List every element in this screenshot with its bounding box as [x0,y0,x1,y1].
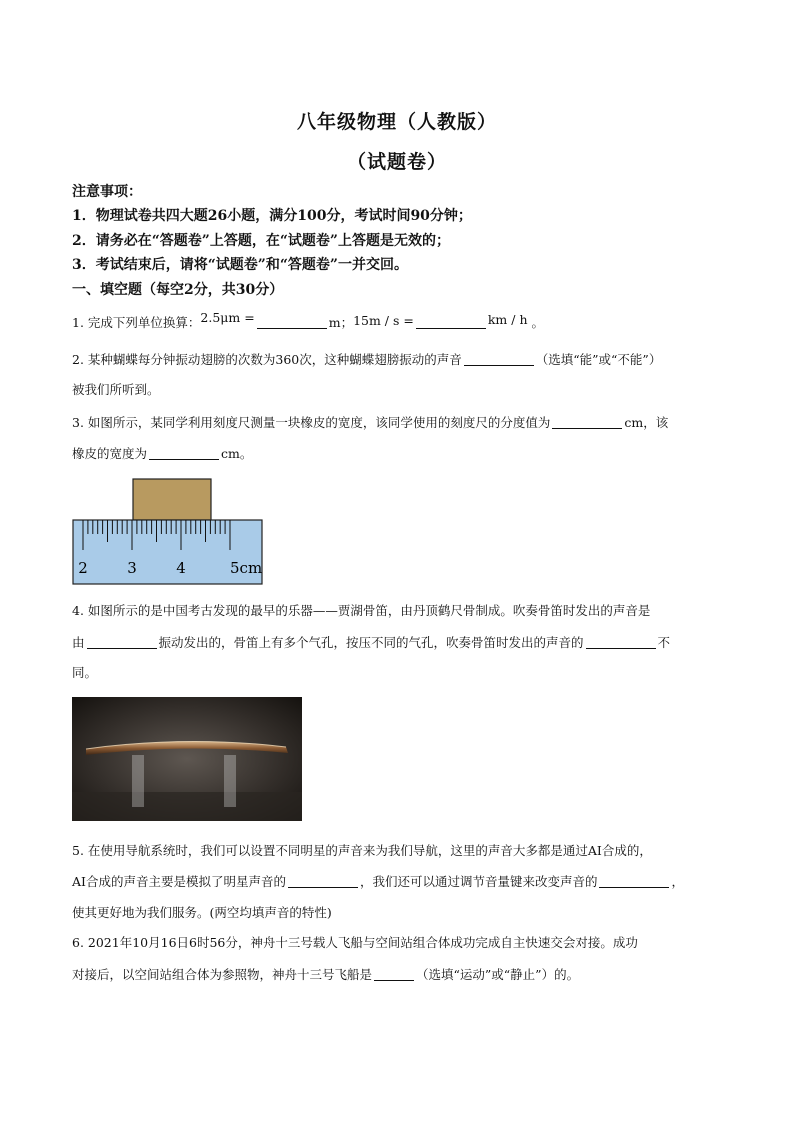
ruler-label-4: 4 [176,559,186,577]
page-subtitle: （试题卷） [346,151,447,173]
section-heading: 一、填空题（每空2分，共30分） [72,282,284,298]
notice-item: 1．物理试卷共四大题26小题，满分100分，考试时间90分钟； [72,208,472,224]
answer-blank[interactable] [464,351,534,366]
ruler-diagram [72,478,264,586]
answer-blank[interactable] [288,873,358,888]
question-5-cont: AI合成的声音主要是模拟了明星声音的 ，我们还可以通过调节音量键来改变声音的 ， [72,874,684,889]
answer-blank[interactable] [599,873,669,888]
question-2-cont: 被我们所听到。 [72,382,160,397]
ruler-label-5cm: 5cm [230,559,263,577]
answer-blank[interactable] [374,966,414,981]
question-5: 5. 在使用导航系统时，我们可以设置不同明星的声音来为我们导航，这里的声音大多都是通过AI合成的， [72,843,652,858]
question-4: 4. 如图所示的是中国考古发现的最早的乐器——贾湖骨笛，由丹顶鹤尺骨制成。吹奏骨笛时发出的声音是 [72,603,651,618]
ruler-figure [72,478,264,590]
question-4-cont: 由 振动发出的，骨笛上有多个气孔，按压不同的气孔，吹奏骨笛时发出的声音的 不 [72,635,671,650]
ruler-label-3: 3 [127,559,137,577]
answer-blank[interactable] [87,634,157,649]
notice-heading: 注意事项： [72,184,142,200]
bone-flute-photo [72,697,302,821]
page-title: 八年级物理（人教版） [296,111,497,133]
notice-item: 2．请务必在“答题卷”上答题，在“试题卷”上答题是无效的； [72,233,450,249]
question-2: 2. 某种蝴蝶每分钟振动翅膀的次数为360次，这种蝴蝶翅膀振动的声音 （选填“能”或“不能”） [72,352,662,367]
answer-blank[interactable] [416,314,486,329]
ruler-label-2: 2 [78,559,88,577]
question-3: 3. 如图所示，某同学利用刻度尺测量一块橡皮的宽度，该同学使用的刻度尺的分度值为 cm，该 [72,415,669,430]
answer-blank[interactable] [586,634,656,649]
answer-blank[interactable] [257,314,327,329]
notice-item: 3．考试结束后，请将“试题卷”和“答题卷”一并交回。 [72,257,408,273]
question-5-cont: 使其更好地为我们服务。(两空均填声音的特性) [72,905,332,920]
question-4-cont: 同。 [72,665,98,680]
question-1: 1. 完成下列单位换算：2.5μm = m；15m / s = km / h 。 [72,310,544,330]
answer-blank[interactable] [552,414,622,429]
eraser [133,479,211,520]
question-6-cont: 对接后，以空间站组合体为参照物，神舟十三号飞船是 （选填“运动”或“静止”）的。 [72,967,580,982]
question-6: 6. 2021年10月16日6时56分，神舟十三号载人飞船与空间站组合体成功完成自主快速交会对接。成功 [72,935,638,950]
answer-blank[interactable] [149,445,219,460]
question-3-cont: 橡皮的宽度为 cm。 [72,446,253,461]
